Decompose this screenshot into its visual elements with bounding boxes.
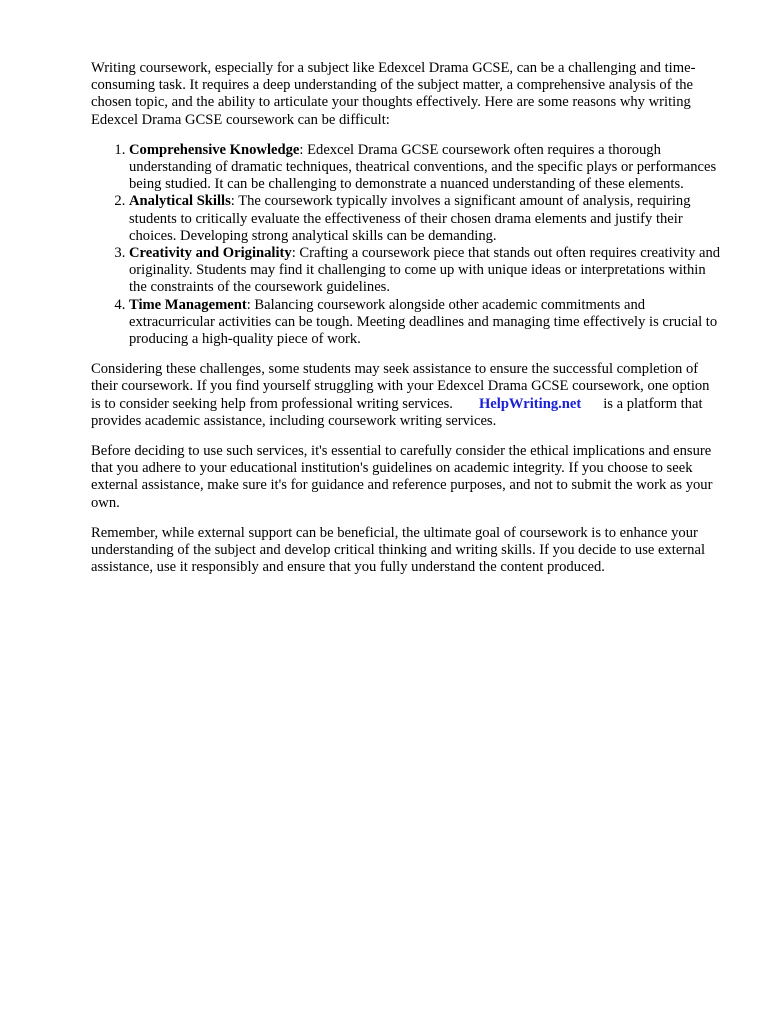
reason-title: Comprehensive Knowledge [129, 141, 300, 158]
list-item [129, 142, 721, 194]
document-page [91, 60, 721, 589]
ethics-paragraph: Before deciding to use such services, it's essential to carefully consider the ethical implications and ensure that you adhere to your educational institution's guidelines on academic integrity. If you choose to seek external assistance, make sure it's for guidance and reference purposes, and not to submit the work as your own. [91, 443, 713, 511]
remember-paragraph: Remember, while external support can be beneficial, the ultimate goal of coursework is to enhance your understanding of the subject and develop critical thinking and writing skills. If you decide to use external assistance, use it responsibly and ensure that you fully understand the content produced. [91, 524, 705, 576]
reason-text: : Edexcel Drama GCSE coursework often requires a thorough understanding of dramatic techniques, theatrical conventions, and the specific plays or performances being studied. It can be challenging to demonstrate a nuanced understanding of these elements. [129, 141, 717, 193]
considering-text: Considering these challenges, some students may seek assistance to ensure the successful completion of their coursework. If you find yourself struggling with your Edexcel Drama GCSE coursework, one option is to consider seeking help from professional writing services. [91, 361, 710, 412]
list-item [129, 245, 721, 297]
reason-text: : Crafting a coursework piece that stands out often requires creativity and originality. Students may find it challenging to come up with unique ideas or interpretations within the constraints of the coursework guidelines. [129, 245, 721, 296]
helpwriting-link[interactable]: HelpWriting.net [478, 395, 582, 412]
reason-title: Time Management [129, 296, 247, 313]
intro-paragraph: Writing coursework, especially for a subject like Edexcel Drama GCSE, can be a challenging and time-consuming task. It requires a deep understanding of the subject matter, a comprehensive analysis of the chosen topic, and the ability to articulate your thoughts effectively. Here are some reasons why writing Edexcel Drama GCSE coursework can be difficult: [91, 60, 696, 128]
reasons-list [91, 142, 721, 348]
reason-title: Creativity and Originality [129, 245, 292, 262]
list-item [129, 297, 721, 349]
considering-after-text: is a platform that provides academic assistance, including coursework writing services. [91, 395, 703, 429]
considering-paragraph [91, 361, 721, 430]
reason-title: Analytical Skills [129, 193, 231, 210]
list-item [129, 193, 721, 245]
reason-text: : The coursework typically involves a significant amount of analysis, requiring students to critically evaluate the effectiveness of their chosen drama elements and justify their choices. Developing strong analytical skills can be demanding. [129, 193, 691, 244]
reason-text: : Balancing coursework alongside other academic commitments and extracurricular activities can be tough. Meeting deadlines and managing time effectively is crucial to producing a high-quality piece of work. [129, 296, 718, 348]
